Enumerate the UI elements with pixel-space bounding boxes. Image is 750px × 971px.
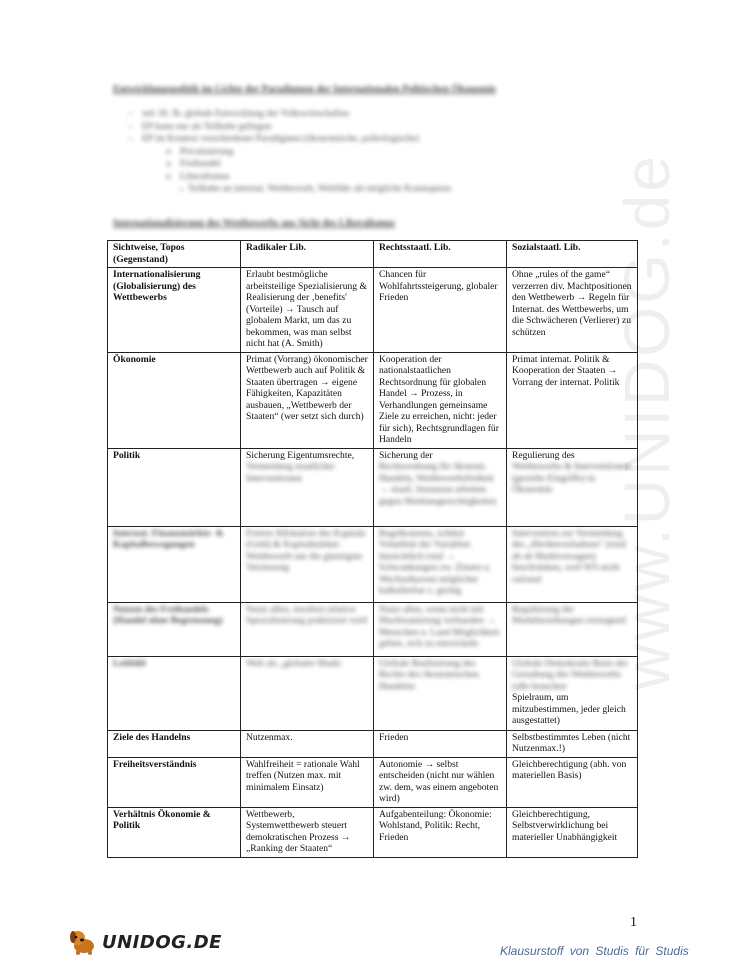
sub-bullet-item: o Freihandel xyxy=(128,158,451,171)
row-topic: Politik xyxy=(108,448,241,526)
bullet-item: – seit 18. Jh. globale Entwicklung der Volkswirtschaften xyxy=(128,108,451,121)
cell-text-blurred: Wettbewerbs & Interventionen (gezielte Eingriffe) in Ökonomie xyxy=(512,461,631,495)
cell-rechtsstaat: Autonomie → selbst entscheiden (nicht nur wählen zw. dem, was einem angeboten wird) xyxy=(374,757,507,807)
cell-rechtsstaat: Kooperation der nationalstaatlichen Rechtsordnung für globalen Handel → Prozess, in Verhandlungen gemeinsame Ziele zu erreichen, nicht: jeder für sich), Rechtsgrundlagen für Handeln xyxy=(374,352,507,448)
header-radikal: Radikaler Lib. xyxy=(241,241,374,268)
table-header-row xyxy=(108,241,638,268)
sub-bullet-item: o Privatisierung xyxy=(128,146,451,159)
cell-radikal: Freiere Allokation des Kapitals (Geld) & Kapitalmärkte: Wettbewerb um die günstigste Verzinsung xyxy=(241,526,374,602)
cell-rechtsstaat: Aufgabenteilung: Ökonomie: Wohlstand, Politik: Recht, Frieden xyxy=(374,807,507,857)
cell-text-blurred: Vermeidung staatlicher Interventionen xyxy=(246,461,335,484)
cell-rechtsstaat xyxy=(374,448,507,526)
cell-radikal: Wahlfreiheit = rationale Wahl treffen (Nutzen max. mit minimalem Einsatz) xyxy=(241,757,374,807)
row-topic: Ökonomie xyxy=(108,352,241,448)
cell-rechtsstaat: Frieden xyxy=(374,730,507,757)
cell-sozialstaat: Regulierung der Marktbeziehungen erzeugend xyxy=(507,602,638,656)
dog-icon xyxy=(68,928,98,956)
header-rechtsstaat: Rechtsstaatl. Lib. xyxy=(374,241,507,268)
cell-radikal: Nutzt allen, insofern relative Spezialisierung praktiziert wird xyxy=(241,602,374,656)
cell-radikal xyxy=(241,448,374,526)
cell-radikal: Nutzenmax. xyxy=(241,730,374,757)
row-topic: Leitbild xyxy=(108,656,241,730)
cell-text: Sicherung Eigentumsrechte, xyxy=(246,449,355,461)
cell-text-blurred: Globale Demokratie Basis der Gestaltung des Wettbewerbs (alle brauchen xyxy=(512,657,628,692)
watermark: www.UNIDOG.de xyxy=(611,153,683,690)
cell-radikal: Erlaubt bestmögliche arbeitsteilige Spezialisierung & Realisierung der ‚benefits' (Vorteile) → Tausch auf globalem Markt, um das zu bekommen, was man selbst nicht hat (A. Smith) xyxy=(241,268,374,353)
bullet-item: – EP kann nur als Teilhabe gelingen xyxy=(128,121,451,134)
table-row xyxy=(108,448,638,526)
bullet-list xyxy=(128,108,451,196)
row-topic: Internat. Finanzmärkte- & Kapitalbewegungen xyxy=(108,526,241,602)
cell-radikal: Welt als „globaler Markt xyxy=(241,656,374,730)
section-title: Internationalisierung des Wettbewerbs aus Sicht des Liberalismus xyxy=(113,218,396,229)
footer-slogan: Klausurstoff von Studis für Studis xyxy=(500,944,689,958)
cell-rechtsstaat: Regelkonsens, schützt Volatilität der Variablen hinsichtlich total → Schwankungen zw. Zinsen u. Wechselkursen möglicher kalkulierbar z. gering xyxy=(374,526,507,602)
table-row xyxy=(108,757,638,807)
table-row xyxy=(108,526,638,602)
cell-text: Spielraum, um mitzubestimmen, jeder gleich ausgestattet) xyxy=(512,692,626,726)
cell-sozialstaat: Intervention zur Vermeidung des „Herdenverhaltens“ (total ab ab Marktversagen) beschränken, weil WS nicht rational xyxy=(507,526,638,602)
cell-sozialstaat: Gleichberechtigung (abh. von materiellen Basis) xyxy=(507,757,638,807)
cell-sozialstaat xyxy=(507,448,638,526)
sub-bullet-item: o Liberalismus xyxy=(128,171,451,184)
bullet-item: – EP im Kontext verschiedener Paradigmen (ökonomische, politologische) xyxy=(128,133,451,146)
header-topic: Sichtweise, Topos (Gegenstand) xyxy=(108,241,241,268)
logo-text: UNIDOG.DE xyxy=(102,931,222,953)
cell-sozialstaat: Selbstbestimmtes Leben (nicht Nutzenmax.!) xyxy=(507,730,638,757)
cell-sozialstaat: Primat internat. Politik & Kooperation der Staaten → Vorrang der internat. Politik xyxy=(507,352,638,448)
cell-radikal: Primat (Vorrang) ökonomischer Wettbewerb auch auf Politik & Staaten übertragen → eigene Fähigkeiten, Kapazitäten ausbauen, „Wettbewerb der Staaten“ (wer setzt sich durch) xyxy=(241,352,374,448)
document-title: Entwicklungspolitik im Lichte der Paradigmen der Internationalen Politischen Ökonomie xyxy=(113,84,496,95)
cell-sozialstaat: Ohne „rules of the game“ verzerren div. Machtpositionen den Wettbewerb → Regeln für Internat. des Wettbewerbs, um die Schwächeren (Verlierer) zu schützen xyxy=(507,268,638,353)
row-topic: Nutzen des Freihandels (Handel ohne Begrenzung) xyxy=(108,602,241,656)
cell-text-blurred: Rechtsordnung für ökonom. Handeln, Wettbewerbsfreiheit → staatl. Instanzen arbeiten gegen Marktungerechtigkeiten xyxy=(379,461,497,507)
table-row xyxy=(108,656,638,730)
header-sozialstaat: Sozialstaatl. Lib. xyxy=(507,241,638,268)
cell-sozialstaat: Gleichberechtigung, Selbstverwirklichung bei materieller Unabhängigkeit xyxy=(507,807,638,857)
row-topic: Ziele des Handelns xyxy=(108,730,241,757)
arrow-conclusion: → Teilhabe an internat. Wettbewerb, Weltführ als mögliche Konsequenz xyxy=(176,184,452,194)
cell-rechtsstaat: Globale Realisierung des Rechts des ökonomischen Handelns xyxy=(374,656,507,730)
cell-rechtsstaat: Chancen für Wohlfahrtssteigerung, globaler Frieden xyxy=(374,268,507,353)
table-row xyxy=(108,268,638,353)
table-row xyxy=(108,602,638,656)
comparison-table xyxy=(107,240,638,858)
page-number: 1 xyxy=(630,915,637,930)
table-row xyxy=(108,352,638,448)
cell-text: Regulierung des xyxy=(512,449,575,461)
table-row xyxy=(108,807,638,857)
table-row xyxy=(108,730,638,757)
cell-radikal: Wettbewerb, Systemwettbewerb steuert demokratischen Prozess → „Ranking der Staaten“ xyxy=(241,807,374,857)
unidog-logo xyxy=(68,928,222,956)
cell-sozialstaat xyxy=(507,656,638,730)
row-topic: Verhältnis Ökonomie & Politik xyxy=(108,807,241,857)
row-topic: Freiheitsverständnis xyxy=(108,757,241,807)
row-topic: Internationalisierung (Globalisierung) des Wettbewerbs xyxy=(108,268,241,353)
cell-text: Sicherung der xyxy=(379,449,433,461)
cell-rechtsstaat: Nutzt allen, wenn nicht mit Machtsanierung verbunden → Menschen u. Land Möglichkeit geben, sich zu entwickeln xyxy=(374,602,507,656)
